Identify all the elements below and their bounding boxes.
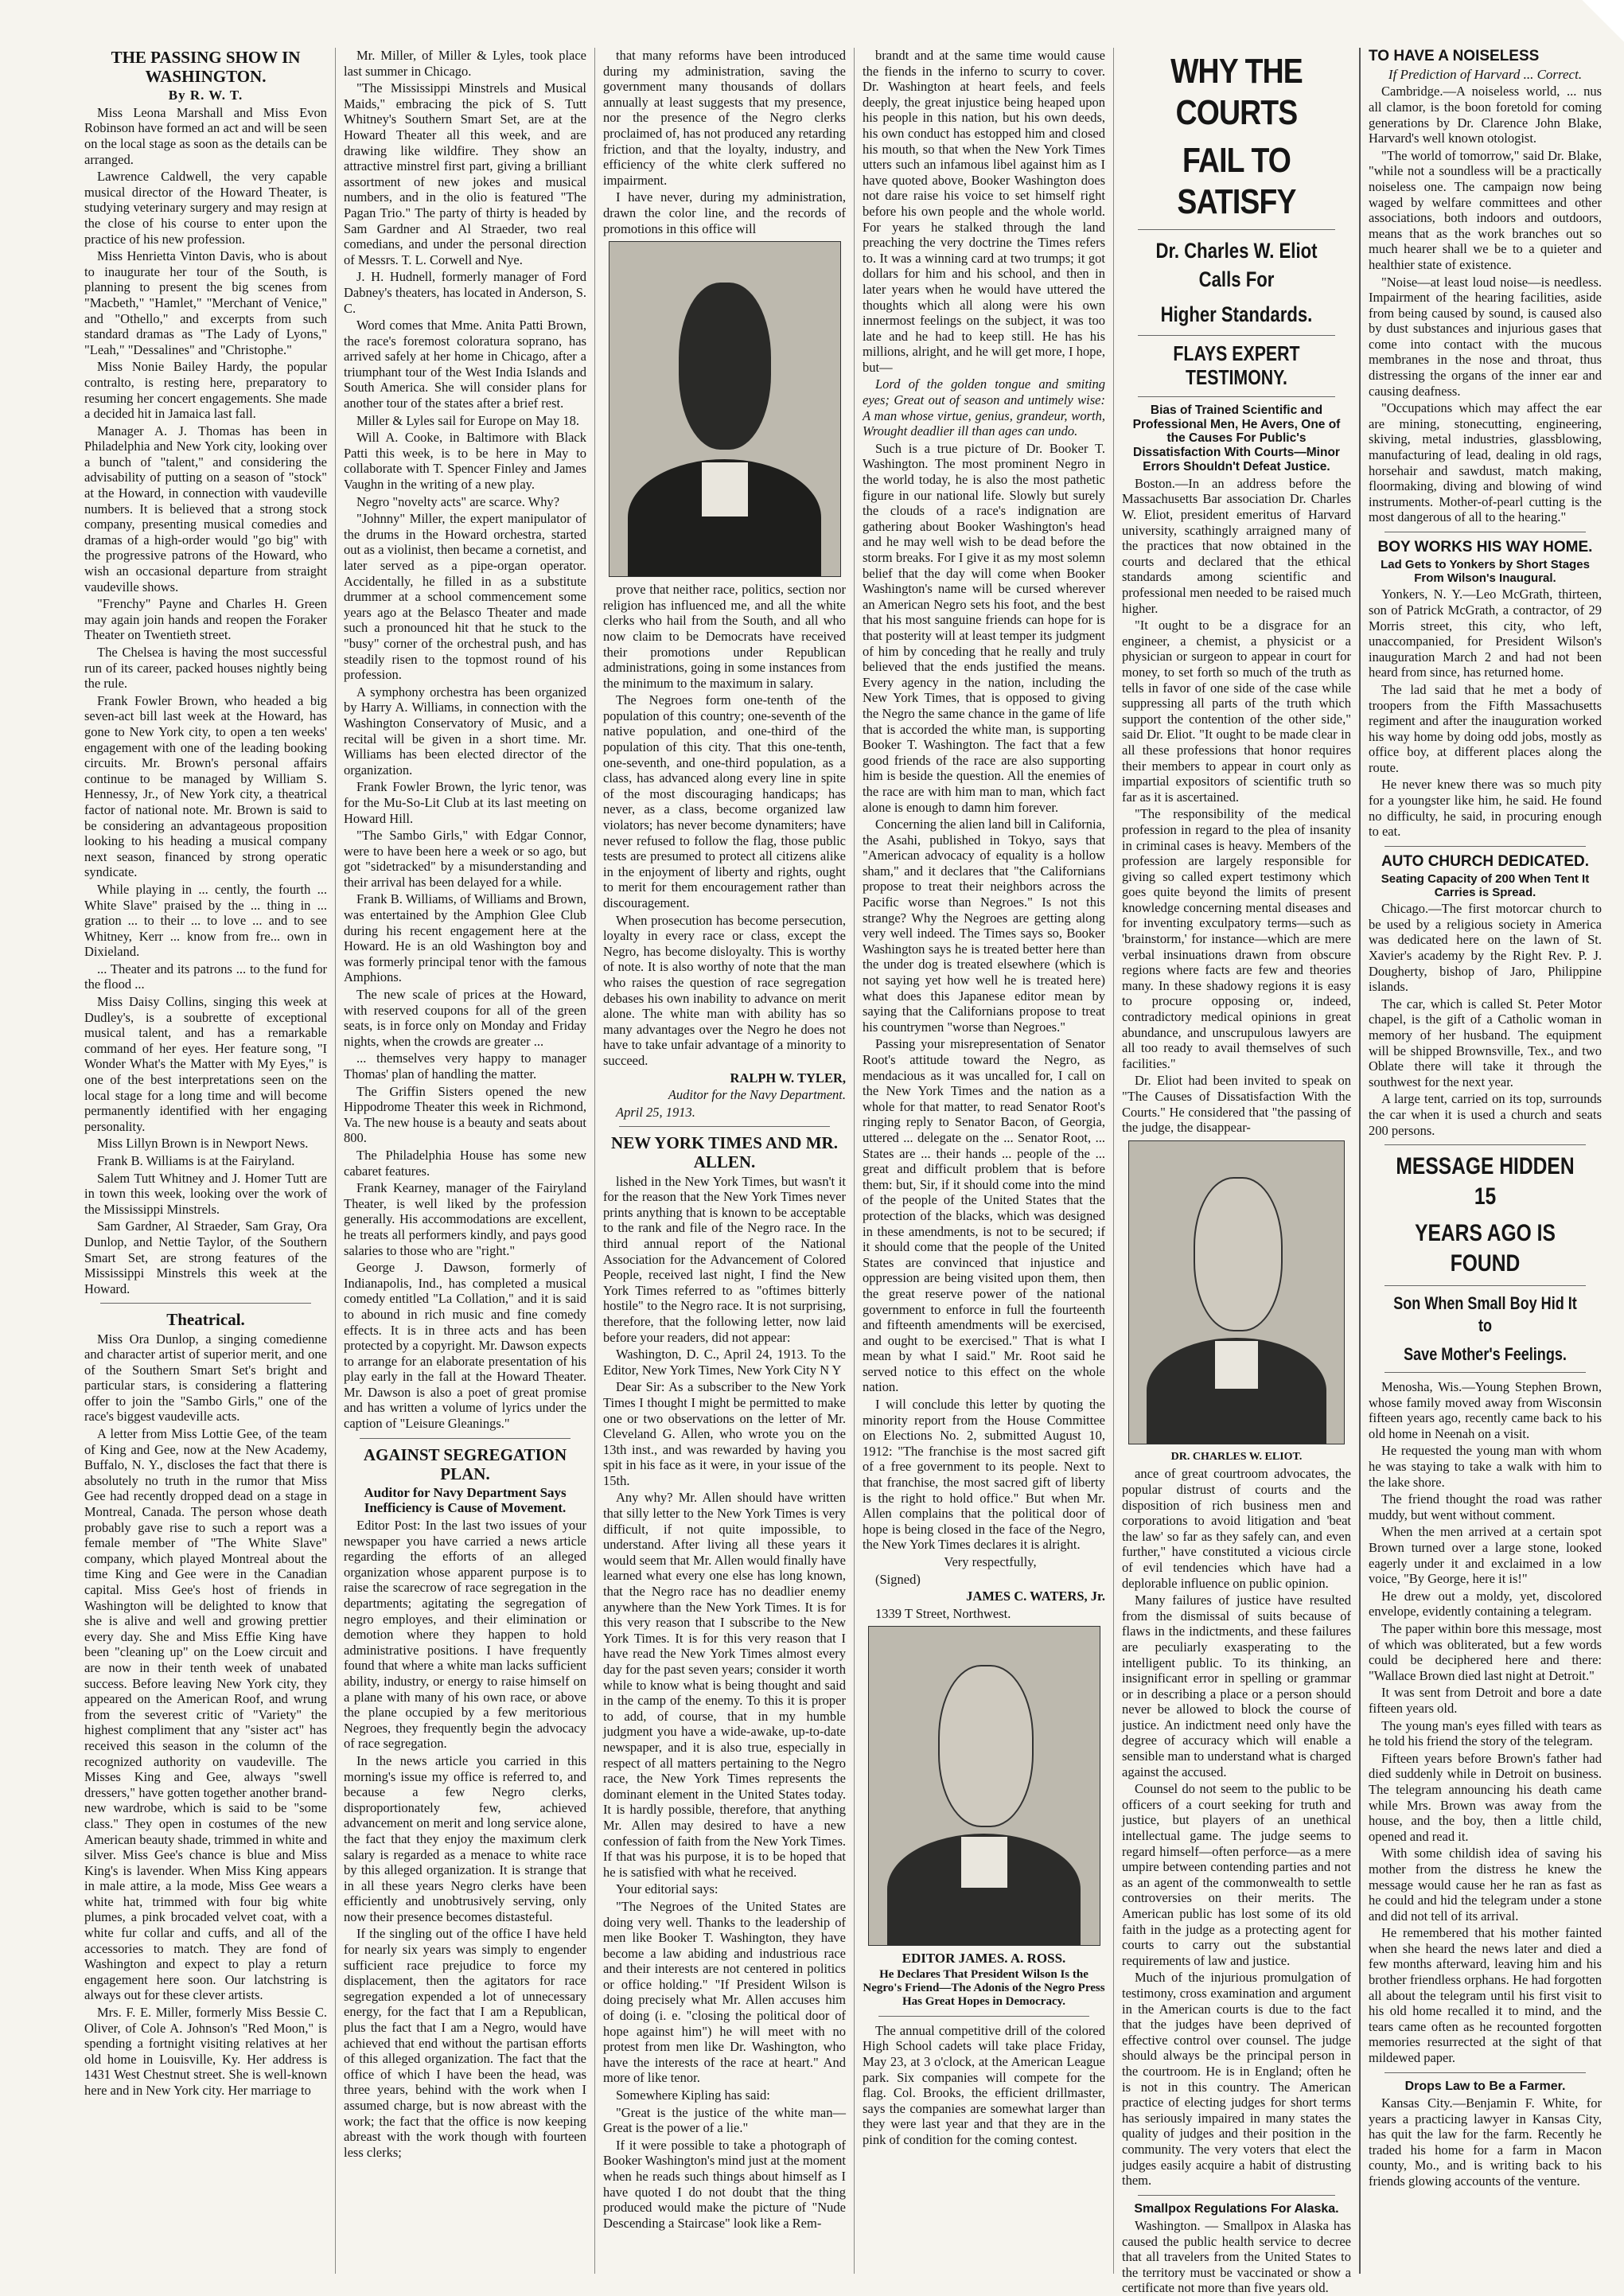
column-courts bbox=[1114, 48, 1361, 2296]
divider bbox=[1384, 2072, 1586, 2073]
portrait-photo bbox=[1128, 1140, 1345, 1444]
divider bbox=[1384, 846, 1586, 847]
divider bbox=[1138, 2195, 1335, 2196]
paragraph: He never knew there was so much pity for a youngster like him, he said. He found no difficulty, he said, in procuring enough to eat. bbox=[1369, 777, 1602, 840]
article-title: AGAINST SEGREGATION PLAN. bbox=[363, 1444, 567, 1483]
paragraph: brandt and at the same time would cause the fiends in the inferno to scurry to cover. Dr. Washington at heart feels, and feels deeply, the great injustice being heaped upon his people in this nation, but his own deeds, his own conduct has estopped him and closed his mouth, so that when the New York Times utters such an infamous libel against him as I have quoted above, Booker Washington does not dare raise his voice to set himself right before his own people and the whole world. For years he stalked through the land preaching the very doctrine the Times refers to. It was a winning card at two trumps; it got dollars for him and his school, and then in later years when he would have uttered the thoughts which all along were his own innermost feelings on the subject, it was too late and he had to keep still. He has his millions, alright, and he will get more, I hope, but— bbox=[863, 48, 1105, 375]
article-title: TO HAVE A NOISELESS bbox=[1369, 48, 1540, 64]
divider bbox=[1138, 229, 1335, 230]
paragraph: Chicago.—The first motorcar church to be used by a religious society in America was dedicated here on the lawn of St. Xavier's academy by the Right Rev. P. J. Dougherty, bishop of Jaro, Philippine islands. bbox=[1369, 901, 1602, 995]
divider bbox=[1138, 396, 1335, 397]
paragraph: I will conclude this letter by quoting the minority report from the House Committee on Elections No. 2, submitted August 10, 1912: "The franchise is the most sacred gift of a free government to its people. Next to that franchise, the most sacred gift of liberty is the right to hold office." But when Mr. Allen complains that the political door of hope is being closed in the face of the Negro, the New York Times declares it is alright. bbox=[863, 1397, 1105, 1553]
byline: By R. W. T. bbox=[168, 88, 243, 103]
column-briefs bbox=[1361, 48, 1610, 2274]
paragraph: "The world of tomorrow," said Dr. Blake, "while not a soundless will be a practically noiseless one. The campaign now being waged by welfare committees and other associations, both indoors and outdoors, means that as the work branches out so much hearer shall we be to a quieter and healthier state of existence. bbox=[1369, 147, 1602, 272]
article-title: AUTO CHURCH DEDICATED. bbox=[1381, 852, 1590, 870]
paragraph: The Philadelphia House has some new cabaret features. bbox=[344, 1147, 586, 1179]
divider bbox=[100, 1303, 311, 1304]
paragraph: that many reforms have been introduced during my administration, saving the government many thousands of dollars annually at least suggests that my presence, nor the presence of the Negro clerks proclaimed of, has not produced any retarding friction, and that the loyalty, industry, and efficiency of the white clerk suffered no impairment. bbox=[603, 48, 846, 188]
paragraph: The young man's eyes filled with tears as he told his friend the story of the telegram. bbox=[1369, 1717, 1602, 1749]
paragraph: Passing your misrepresentation of Senator Root's attitude toward the Negro, as mendacious as it was uncalled for, I call on the New York Times and the nation as a whole for that matter, to read Senator Root's ringing reply to Senator Bacon, of Georgia, uttered ... delegate on the ... Senator Root, ... States are ... their hands ... people of the ... great and difficult problem that is before them: but, Sir, if it should come into the mind of the people of the United States that the protection of the blacks, which was designed in these amendments, is not to be secured; if it should come that the people of the United States are convinced that injustice and oppression are being visited upon them, then the great reserve power of the national government to enforce in full the fourteenth and fifteenth amendments will be exercised, and ought to be exercised." That is what I mean by what I said." Mr. Root said he served notice to this effect on the whole nation. bbox=[863, 1036, 1105, 1395]
paragraph: Dear Sir: As a subscriber to the New York Times I thought I might be permitted to make one or two observations on the letter of Mr. Cleveland G. Allen, who wrote you on the 13th inst., and was rewarded by having you spit in his face as it were, in your issue of the 15th. bbox=[603, 1379, 846, 1488]
paragraph: Miss Nonie Bailey Hardy, the popular contralto, is resting here, preparatory to resuming her concert engagements. She made a decided hit in Jamaica last fall. bbox=[84, 359, 327, 422]
divider bbox=[360, 1438, 571, 1439]
signed-label: (Signed) bbox=[875, 1571, 921, 1587]
paragraph: If the singling out of the office I have held for nearly six years was simply to engender sufficient race prejudice to force my displacement, then the agitators for race segregation expended a lot of unnecessary energy, for the fact that I am a Republican, plus the fact that I am a Negro, would have achieved that end without the partisan efforts of this alleged organization. The fact that the office of which I have been the head, was three years, behind with the work when I assumed charge, but is now abreast with the work; the fact that the office is now keeping abreast with the work though with fourteen less clerks; bbox=[344, 1926, 586, 2160]
paragraph: The annual competitive drill of the colored High School cadets will take place Friday, May 23, at 3 o'clock, at the American League park. Six companies will compete for the flag. Col. Brooks, the efficient drillmaster, says the companies are somewhat larger than they were last year and that they are in the pink of condition for the coming contest. bbox=[863, 2022, 1105, 2147]
paragraph: Mrs. F. E. Miller, formerly Miss Bessie C. Oliver, of Cole A. Johnson's "Red Moon," is spending a fortnight visiting relatives at her old home in Louisville, Ky. Her address is 1431 West Chestnut street. She is well-known here and in New York city. Her marriage to bbox=[84, 2005, 327, 2098]
paragraph: The lad said that he met a body of troopers from the Fifth Massachusetts regiment and after the inauguration worked his way home by doing odd jobs, mostly as office boy, at different places along the route. bbox=[1369, 681, 1602, 775]
divider bbox=[619, 1126, 830, 1127]
paragraph: Sam Gardner, Al Straeder, Sam Gray, Ora Dunlop, and Nettie Taylor, of the Southern Smart Set, are strong features of the Mississippi Minstrels this week at the Howard. bbox=[84, 1218, 327, 1296]
paragraph: Lawrence Caldwell, the very capable musical director of the Howard Theater, is studying veterinary surgery and may resign at the close of his course to enter upon the practice of his new profession. bbox=[84, 169, 327, 247]
paragraph: He drew out a moldy, yet, discolored envelope, evidently containing a telegram. bbox=[1369, 1588, 1602, 1620]
paragraph: "The Mississippi Minstrels and Musical Maids," embracing the pick of S. Tutt Whitney's Southern Smart Set, are at the Howard Theater all this week, and are drawing like wildfire. They show an attractive minstrel first part, giving a brilliant assortment of new jokes and musical numbers, and in the olio is featured "The Pagan Trio." The party of thirty is headed by Sam Gardner and Al Straeder, two real comedians, and under the personal direction of Messrs. T. L. Corwell and Nye. bbox=[344, 80, 586, 267]
paragraph: Frank Fowler Brown, who headed a big seven-act bill last week at the Howard, has gone to New York city, to open a ten weeks' engagement with one of the leading booking circuits. Mr. Brown's personal affairs continue to be managed by William S. Hennessy, Jr., of New York city, a theatrical factor of national note. Mr. Brown is said to be considering an advantageous proposition looking to his heading a musical company next season, financed by strong operatic syndicate. bbox=[84, 692, 327, 880]
deck-line: Higher Standards. bbox=[1160, 302, 1313, 326]
photo-caption: EDITOR JAMES. A. ROSS. bbox=[902, 1951, 1066, 1967]
deck-line: Save Mother's Feelings. bbox=[1404, 1344, 1567, 1365]
paragraph: "Noise—at least loud noise—is needless. Impairment of the hearing facilities, aside from being caused by sound, is caused also by dust substances and injurious gases that come into contact with the mucous membranes in the nose and throat, thus distressing the organs of the inner ear and causing deafness. bbox=[1369, 274, 1602, 399]
paragraph: It was sent from Detroit and bore a date fifteen years old. bbox=[1369, 1685, 1602, 1716]
paragraph: With some childish idea of saving his mother from the distress he knew the message would cause her he ran as fast as he could and hid the telegram under a stone and did not tell of its arrival. bbox=[1369, 1846, 1602, 1924]
paragraph: ... themselves very happy to manager Thomas' plan of handling the matter. bbox=[344, 1051, 586, 1082]
paragraph: Miss Daisy Collins, singing this week at Dudley's, is a soubrette of exceptional musical talent, and has a remarkable command of her eyes. Her feature song, "I Wonder What's the Matter with My Eyes," is one of the best interpretations seen on the local stage for a long time and will become permanently identified with her engaging personality. bbox=[84, 994, 327, 1134]
paragraph: The car, which is called St. Peter Motor chapel, is the gift of a Catholic woman in memory of her husband. The equipment will be shipped Brownsville, Tex., and two Oblate there will take it through the southwest for the next year. bbox=[1369, 996, 1602, 1090]
paragraph: Manager A. J. Thomas has been in Philadelphia and New York city, looking over a bunch of "talent," and considering the advisability of putting on a season of "stock" at the Howard, in connection with vaudeville numbers. It is believed that a strong stock company, presenting musical comedies and dramas of a high-order would "go big" with the progressive patrons of the Howard, who wish an occasional departure from straight vaudeville shows. bbox=[84, 423, 327, 594]
headline-line: YEARS AGO IS FOUND bbox=[1415, 1220, 1556, 1277]
paragraph: Salem Tutt Whitney and J. Homer Tutt are in town this week, looking over the work of the Mississippi Minstrels. bbox=[84, 1170, 327, 1217]
paragraph: When prosecution has become persecution, loyalty in every race or class, except the Negro, has become disloyalty. This is worthy of note. It is also worthy of note that the man who raises the question of race segregation debases his own inability to advance on merit alone. The white man with ability has so many advantages over the Negro he does not have to take unfair advantage of a minority to succeed. bbox=[603, 912, 846, 1068]
paragraph: When the men arrived at a certain spot Brown turned over a large stone, looked eagerly under it and exclaimed in a low voice, "By George, here it is!" bbox=[1369, 1524, 1602, 1587]
paragraph: "Johnny" Miller, the expert manipulator of the drums in the Howard orchestra, started out as a violinist, then became a cornetist, and later served as a pipe-organ operator. Accidentally, he filled in as a substitute drummer at a school commencement some years ago at the Belasco Theater and made such a pronounced hit that he stuck to the "busy" corner of the orchestral push, and has steadily risen to the topmost round of his profession. bbox=[344, 511, 586, 683]
paragraph: He requested the young man with whom he was staying to take a walk with him to the lake shore. bbox=[1369, 1443, 1602, 1490]
article-title: NEW YORK TIMES AND MR. ALLEN. bbox=[611, 1133, 838, 1172]
headline-line: WHY THE COURTS bbox=[1170, 52, 1303, 132]
divider bbox=[1138, 335, 1335, 336]
column-new-york-times-letter bbox=[855, 48, 1114, 2274]
paragraph: The paper within bore this message, most of which was obliterated, but a few words could be deciphered here and there: "Wallace Brown died last night at Detroit." bbox=[1369, 1621, 1602, 1683]
paragraph: Mr. Miller, of Miller & Lyles, took place last summer in Chicago. bbox=[344, 48, 586, 79]
closing: Very respectfully, bbox=[944, 1554, 1037, 1569]
paragraph: Frank Fowler Brown, the lyric tenor, was for the Mu-So-Lit Club at its last meeting on Howard Hill. bbox=[344, 779, 586, 826]
paragraph: A symphony orchestra has been organized by Harry A. Williams, in connection with the Washington Conservatory of Music, and a recital will be given in a short time. Mr. Williams has been elected director of the organization. bbox=[344, 684, 586, 778]
paragraph: "Great is the justice of the white man—Great is the power of a lie." bbox=[603, 2104, 846, 2136]
paragraph: Fifteen years before Brown's father had died suddenly while in Detroit on business. The telegram announcing his death came while Mrs. Brown was away from the house, and the boy, then a little child, opened and read it. bbox=[1369, 1750, 1602, 1844]
article-subtitle: Seating Capacity of 200 When Tent It Carries is Spread. bbox=[1381, 871, 1590, 899]
paragraph: If it were possible to take a photograph of Booker Washington's mind just at the moment when he reads such things about himself as I have quoted I do not doubt that the thing produced would make the picture of "Nude Descending a Staircase" look like a Rem- bbox=[603, 2137, 846, 2231]
paragraph: A letter from Miss Lottie Gee, of the team of King and Gee, now at the New Academy, Buffalo, N. Y., discloses the fact that there is absolutely no truth in the rumor that Miss Gee had recently dropped dead on a stage in Montreal, Canada. The person whose death probably gave rise to such a report was a female member of "The White Slave" company, which played Montreal about the time King and Gee were in the Canadian capital. Miss Gee's host of friends in Washington will be delighted to know that she is alive and well and growing prettier every day. She and Miss Effie King have been "cleaning up" on the Loew circuit and are now in their tenth week of unabated success. Before leaving New York city, they appeared on the American Roof, and wrung from the severest critic of "Variety" the highest compliment that any "sister act" has received this season in the column of the recognized authority on vaudeville. The Misses King and Gee, always "swell dressers," have gotten together another brand-new wardrobe, which is said to be "some class." They open in costumes of the new American beauty shade, trimmed in white and silver. Miss Gee's chance is blue and Miss King's is lavender. When Miss King appears in male attire, a la mode, Miss Gee wears a white hat, trimmed with four big white plumes, a pink brocaded velvet coat, with a white fur collar and cuffs, and all of the accessories to match. They are fond of Washington and expect to play a return engagement here soon. Our latchstring is always out for these clever artists. bbox=[84, 1426, 327, 2003]
photo-subcaption: He Declares That President Wilson Is the Negro's Friend—The Adonis of the Negro Press Has Great Hopes in Democracy. bbox=[863, 1967, 1105, 2009]
paragraph: Washington. — Smallpox in Alaska has caused the public health service to decree that all travelers from the United States to the territory must be vaccinated or show a certificate not more than five years old. bbox=[1122, 2218, 1351, 2296]
paragraph: ance of great courtroom advocates, the popular distrust of courts and the disposition of rich business men and corporations to avoid litigation and 'beat the law' so far as they safely can, and even further," have constituted a vicious circle of evil tendencies which have had a deplorable influence on public opinion. bbox=[1122, 1466, 1351, 1591]
verse: Lord of the golden tongue and smiting eyes; Great out of season and untimely wise: A man whose virtue, genius, grandeur, worth, Wrought deadlier ill than ages can undo. bbox=[863, 376, 1105, 439]
section-heading: Theatrical. bbox=[166, 1310, 245, 1330]
paragraph: The friend thought the road was rather muddy, but went without comment. bbox=[1369, 1491, 1602, 1522]
paragraph: In the news article you carried in this morning's issue my office is referred to, and because a few Negro clerks, disproportionately few, achieved advancement on merit and long service alone, the fact that they enjoy the maximum clerk salary is regarded as a menace to white race by this alleged organization. It is strange that in all these years Negro clerks have been efficiently and unobtrusively serving, only now their presence becomes distasteful. bbox=[344, 1752, 586, 1924]
paragraph: Negro "novelty acts" are scarce. Why? bbox=[356, 493, 560, 509]
divider bbox=[1384, 1372, 1586, 1373]
portrait-photo bbox=[609, 241, 841, 577]
headline-line: FAIL TO SATISFY bbox=[1177, 141, 1296, 221]
paragraph: Many failures of justice have resulted from the dismissal of suits because of flaws in the indictments, and these failures are peculiarly exasperating to the intelligent public. To its thinking, an insignificant error in spelling or grammar or in describing a place or a person should never be allowed to block the course of justice. An indictment need only have the degree of accuracy which will enable a sensible man to understand what is charged against the accused. bbox=[1122, 1592, 1351, 1779]
paragraph: Miss Leona Marshall and Miss Evon Robinson have formed an act and will be seen on the local stage as soon as the details can be arranged. bbox=[84, 104, 327, 167]
paragraph: Much of the injurious promulgation of testimony, cross examination and argument in the American courts is due to the fact that the judges have been deprived of effective control over counsel. The judge should always be the principal person in the courtroom. He is in England; often he is not in this country. The American practice of electing judges for short terms has seriously impaired in many states the quality of judges and their position in the community. The very voters that elect the judges easily acquire a habit of distrusting them. bbox=[1122, 1970, 1351, 2189]
paragraph: Yonkers, N. Y.—Leo McGrath, thirteen, son of Patrick McGrath, a contractor, of 29 Morris street, this city, who left, unaccompanied, for President Wilson's inauguration March 2 and had not been heard from since, has returned home. bbox=[1369, 587, 1602, 680]
paragraph: Kansas City.—Benjamin F. White, for years a practicing lawyer in Kansas City, has quit the law for the farm. Recently he traded his home for a farm in Macon county, Mo., and is writing back to his friends glowing accounts of the venture. bbox=[1369, 2095, 1602, 2189]
paragraph: "It ought to be a disgrace for an engineer, a chemist, a physicist or a physician or surgeon to appear in court for money, to set forth so much of the truth as tells in favor of one side of the case while suppressing all parts of the truth which support the contention of the other side," said Dr. Eliot. "It ought to be made clear in all these professions that honor requires their members to appear in court only as impartial expositors of scientific truth so far as it is ascertained. bbox=[1122, 618, 1351, 805]
paragraph: Frank Kearney, manager of the Fairyland Theater, is well liked by the profession generally. His accommodations are excellent, he treats all performers kindly, and pays good salaries to those who are "right." bbox=[344, 1180, 586, 1258]
paragraph: Any why? Mr. Allen should have written that silly letter to the New York Times is very difficult, if not quite impossible, to understand. After living all these years it would seem that Mr. Allen would finally have learned what every one else has long known, that the Negro race has no deadlier enemy anywhere than the New York Times. It is for this very reason that I subscribe to the New York Times. It is for this very reason that I have read the New York Times almost every day for the past seven years; consider it worth while to know what is being thought and said in the camp of the enemy. To this it is proper to add, of course, that in my humble judgment you have a wide-awake, up-to-date newspaper, and it is also true, especially in respect of all matters pertaining to the Negro race, the New York Times represents the dominant element in the United States today. It is hardly possible, therefore, that anything Mr. Allen may desired to have a new confession of faith from the New York Times. If that was his purpose, it is to be hoped that he is satisfied with what he received. bbox=[603, 1490, 846, 1880]
subheadline: FLAYS EXPERT TESTIMONY. bbox=[1173, 341, 1300, 389]
paragraph: Editor Post: In the last two issues of your newspaper you have carried a news article regarding the efforts of an alleged organization whose apparent purpose is to raise the scarecrow of race segregation in the departments; agitating the segregation of negro employes, and their elimination or demotion where they happen to hold administrative positions. I have frequently found that where a white man lacks sufficient ability, industry, or energy to raise himself on a plane with many of his own race, or above the plane occupied by a few meritorious Negroes, they frequently begin the advocacy of race segregation. bbox=[344, 1518, 586, 1752]
paragraph: Frank B. Williams, of Williams and Brown, was entertained by the Amphion Glee Club during his recent engagement here at the Howard. He is an old Washington boy and was formerly principal tenor with the famous Amphions. bbox=[344, 891, 586, 985]
paragraph: A large tent, carried on its top, surrounds the car when it is used a church and seats 200 persons. bbox=[1369, 1091, 1602, 1138]
paragraph: Such is a true picture of Dr. Booker T. Washington. The most prominent Negro in the world today, he is also the most pathetic figure in our national life. Slowly but surely the clouds of a race's indignation are gathering about Booker Washington's head and he may well wish to be dead before the storm breaks. For I give it as my most solemn belief that the day will come when Booker Washington's name will be cursed wherever an American Negro sets his foot, and the best that his most sanguine friends can hope for is that posterity will at least temper its judgment of him by conceding that he really and truly believed that the ends justified the means. Every agency in the nation, including the New York Times, that is opposed to giving the Negro the same chance in the game of life that is accorded the white man, is supporting Booker T. Washington. The fact that a few good friends of the race are also supporting him is beside the question. All the enemies of the race are with him man to man, which fact alone is enough to damn him forever. bbox=[863, 440, 1105, 815]
paragraph: Somewhere Kipling has said: bbox=[616, 2087, 770, 2103]
article-subtitle: Auditor for Navy Department Says Inefficiency is Cause of Movement. bbox=[364, 1484, 567, 1516]
address: 1339 T Street, Northwest. bbox=[875, 1605, 1011, 1621]
paragraph: "The responsibility of the medical profession in regard to the plea of insanity in criminal cases is heavy. Members of the profession are largely responsible for giving so called expert testimony which goes quite beyond the limits of present knowledge concerning mental diseases and for inventing exculpatory terms—such as 'brainstorm,' for instance—which are mere verbal insinuations drawn from obscure regions where facts are few and theories many. In these shadowy regions it is easy to procure opposing or, indeed, contradictory medical opinions in great abundance, and unscrupulous lawyers are all too ready to avail themselves of such facilities." bbox=[1122, 806, 1351, 1071]
article-subtitle: If Prediction of Harvard ... Correct. bbox=[1388, 66, 1583, 82]
paragraph: "The Negroes of the United States are doing very well. Thanks to the leadership of men like Booker T. Washington, they have become a law abiding and industrious race and their interests are not centered in politics or office holding." "If President Wilson is doing precisely what Mr. Allen accuses him of doing (i. e. "closing the political door of hope against him") he will meet with no protest from men like Dr. Washington, who have the interests of the race at heart." And more of like tenor. bbox=[603, 1898, 846, 2086]
divider bbox=[878, 2016, 1089, 2017]
headline-line: MESSAGE HIDDEN 15 bbox=[1396, 1153, 1575, 1210]
paragraph: "Occupations which may affect the ear are mining, stonecutting, engineering, skiving, metal industries, glassblowing, manufacturing of lead, dealing in old rags, horsehair and sawdust, match making, floormaking, diving and blowing of wind instruments. Mother-of-pearl cutting is the most dangerous of all to the hearing." bbox=[1369, 400, 1602, 525]
article-title: BOY WORKS HIS WAY HOME. bbox=[1377, 539, 1593, 556]
photo-caption: DR. CHARLES W. ELIOT. bbox=[1170, 1450, 1303, 1463]
paragraph: "The Sambo Girls," with Edgar Connor, were to have been here a week or so ago, but got "sidetracked" by a misunderstanding and their arrival has been delayed for a while. bbox=[344, 828, 586, 890]
signature: RALPH W. TYLER, bbox=[730, 1070, 846, 1086]
portrait-photo bbox=[868, 1626, 1100, 1946]
paragraph: Counsel do not seem to the public to be officers of a court seeking for truth and justice, but players of an unethical intellectual game. The judge seems to regard himself—often perforce—as a mere umpire between contending parties and not as an agent of the commonwealth to settle controversies on their merits. The American public has lost some of its old faith in the judge as a protecting agent for courts to carry out the substantial requirements of law and justice. bbox=[1122, 1781, 1351, 1968]
letter-date: April 25, 1913. bbox=[616, 1104, 695, 1120]
article-title: THE PASSING SHOW IN WASHINGTON. bbox=[111, 48, 301, 87]
paragraph: Miller & Lyles sail for Europe on May 18. bbox=[356, 412, 579, 428]
paragraph: The new scale of prices at the Howard, with reserved coupons for all of the green seats, is in force only on Monday and Friday nights, when the crowds are greater ... bbox=[344, 987, 586, 1049]
paragraph: Miss Henrietta Vinton Davis, who is about to inaugurate her tour of the South, is planning to present the big scenes from "Macbeth," "Hamlet," "Merchant of Venice," and "Othello," and excerpts from such standard dramas as "The Lady of Lyons," "Leah," "Dessalines" and "Christophe." bbox=[84, 248, 327, 357]
paragraph: "Frenchy" Payne and Charles H. Green may again join hands and reopen the Foraker Theater on Twentieth street. bbox=[84, 596, 327, 643]
column-segregation bbox=[595, 48, 855, 2274]
brief-heading: Drops Law to Be a Farmer. bbox=[1404, 2079, 1566, 2093]
paragraph: The Griffin Sisters opened the new Hippodrome Theater this week in Richmond, Va. The new house is a beauty and seats about 800. bbox=[344, 1083, 586, 1146]
torn-corner bbox=[1568, 0, 1624, 48]
paragraph: ... Theater and its patrons ... to the fund for the flood ... bbox=[84, 961, 327, 992]
signature-title: Auditor for the Navy Department. bbox=[668, 1087, 846, 1103]
paragraph: Miss Ora Dunlop, a singing comedienne and character artist of superior merit, and one of the Southern Smart Set's bright and particular stars, is considering a flattering offer to join the "Sambo Girls," one of the race's biggest vaudeville acts. bbox=[84, 1331, 327, 1425]
summary: Bias of Trained Scientific and Professional Men, He Avers, One of the Causes For Public's Dissatisfaction With Courts—Minor Errors Shouldn't Defeat Justice. bbox=[1132, 403, 1341, 474]
brief-heading: Smallpox Regulations For Alaska. bbox=[1134, 2201, 1339, 2216]
paragraph: Word comes that Mme. Anita Patti Brown, the race's foremost coloratura soprano, has arrived safely at her home in Chicago, after a triumphant tour of the West India Islands and South America. She will consider plans for another tour of the states after a brief rest. bbox=[344, 318, 586, 411]
paragraph: I have never, during my administration, drawn the color line, and the records of promotions in this office will bbox=[603, 189, 846, 236]
paragraph: prove that neither race, politics, section nor religion has influenced me, and all the white clerks who hail from the South, and all who now claim to be Democrats have received their promotions under Republican administrations, going in some instances from the minimum to the maximum in salary. bbox=[603, 582, 846, 691]
paragraph: Miss Lillyn Brown is in Newport News. bbox=[97, 1136, 309, 1152]
paragraph: Boston.—In an address before the Massachusetts Bar association Dr. Charles W. Eliot, president emeritus of Harvard university, scathingly arraigned many of the practices that now obtained in the courts and declared that the ethical standards among scientific and professional men needed to be raised much higher. bbox=[1122, 475, 1351, 616]
paragraph: Dr. Eliot had been invited to speak on "The Causes of Dissatisfaction With the Courts." He considered that "the passing of the judge, the disappear- bbox=[1122, 1073, 1351, 1136]
paragraph: Menosha, Wis.—Young Stephen Brown, whose family moved away from Wisconsin fifteen years ago, recently came back to his old home in Neenah on a visit. bbox=[1369, 1379, 1602, 1441]
column-theater-notes bbox=[336, 48, 595, 2274]
paragraph: Will A. Cooke, in Baltimore with Black Patti this week, is to be here in May to collaborate with T. Spencer Finley and James Vaughn in the writing of a new play. bbox=[344, 430, 586, 493]
paragraph: lished in the New York Times, but wasn't it for the reason that the New York Times never prints anything that is known to be acceptable to the rank and file of the Negro race. In the third annual report of the National Association for the Advancement of Colored People, received last night, I find the New York Times referred to as "oftimes bitterly hostile" to the Negro race. It is not surprising, therefore, that the following letter, now laid before your readers, did not appear: bbox=[603, 1173, 846, 1345]
paragraph: Concerning the alien land bill in California, the Asahi, published in Tokyo, says that "American advocacy of equality is a hollow sham," and it declares that "the Californians propose to treat their neighbors across the Pacific worse than Negroes." Is not this strange? Why the Negroes are getting along very well indeed. The Times says so, Booker Washington says he is treated better here than the under dog is treated elsewhere (which is not saying yet how well he is treated here) what does this Japanese editor mean by saying that the Californians propose to treat his countrymen "worse than Negroes." bbox=[863, 817, 1105, 1035]
paragraph: Washington, D. C., April 24, 1913. To the Editor, New York Times, New York City N Y bbox=[603, 1347, 846, 1378]
divider bbox=[1384, 1285, 1586, 1286]
deck-line: Dr. Charles W. Eliot Calls For bbox=[1155, 239, 1318, 291]
paragraph: Frank B. Williams is at the Fairyland. bbox=[97, 1153, 295, 1169]
paragraph: The Negroes form one-tenth of the population of this country; one-seventh of the native population, and one-third of the population of this city. That this one-tenth, one-seventh, and one-third population, as a class, has advanced along every line in spite of the most discouraging handicaps; has never, as a class, become organized law violators; has never become dynamiters; have never refused to follow the flag, those public tests are presumed to protect all citizens alike in the enjoyment of liberty and rights, ought to merit for them encouragement rather than discouragement. bbox=[603, 692, 846, 910]
paragraph: He remembered that his mother fainted when she heard the news later and died a few months afterward, leaving him and his brother friendless orphans. He had forgotten all about the telegram until his first visit to his old home recalled it to mind, and the tears came often as he recounted forgotten memories resurrected at the sight of that mildewed paper. bbox=[1369, 1925, 1602, 2066]
divider bbox=[1384, 1144, 1586, 1145]
paragraph: J. H. Hudnell, formerly manager of Ford Dabney's theaters, has located in Anderson, S. C. bbox=[344, 269, 586, 316]
paragraph: Cambridge.—A noiseless world, ... nus all clamor, is the boon foretold for coming generations by Dr. Clarence John Blake, Harvard's well known otologist. bbox=[1369, 84, 1602, 146]
paragraph: Your editorial says: bbox=[616, 1881, 719, 1897]
paragraph: While playing in ... cently, the fourth ... White Slave" praised by the ... thing in ... gration ... to their ... to love ... and to see Whitney, Kerr ... know from fre... own in Dixieland. bbox=[84, 881, 327, 960]
signature: JAMES C. WATERS, Jr. bbox=[966, 1588, 1105, 1604]
deck-line: Son When Small Boy Hid It to bbox=[1393, 1293, 1577, 1336]
column-passing-show bbox=[76, 48, 336, 2274]
paragraph: The Chelsea is having the most successful run of its career, packed houses nightly being the rule. bbox=[84, 645, 327, 692]
paragraph: George J. Dawson, formerly of Indianapolis, Ind., has completed a musical comedy entitled "La Collation," and it is said to abound in rich music and fine comedy effects. It is in three acts and has been protected by a copyright. Mr. Dawson expects to arrange for an elaborate presentation of his play early in the fall at the Howard Theater. Mr. Dawson is also a poet of great promise and has written a volume of lyrics under the caption of "Leisure Gleanings." bbox=[344, 1260, 586, 1432]
article-subtitle: Lad Gets to Yonkers by Short Stages From Wilson's Inaugural. bbox=[1381, 557, 1590, 586]
